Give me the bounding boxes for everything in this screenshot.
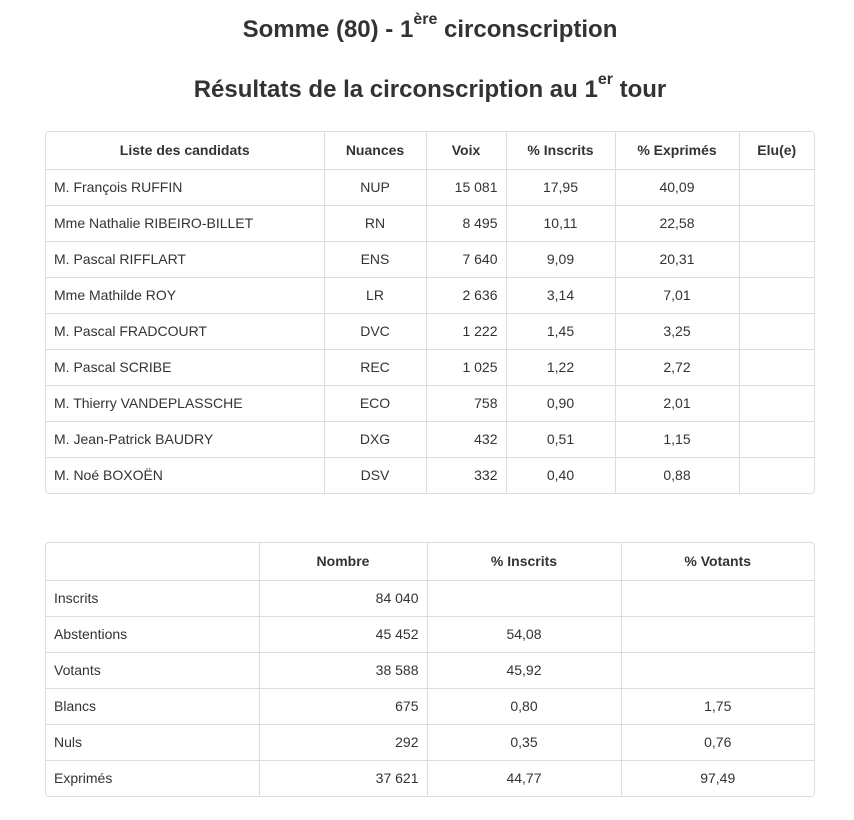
page-title	[0, 11, 854, 46]
table-row	[46, 385, 814, 421]
column-header-pct-votants: % Votants	[621, 543, 814, 580]
candidate-pct-exprimes: 7,01	[615, 277, 739, 313]
column-header-nuances: Nuances	[324, 132, 426, 169]
summary-pct-votants: 97,49	[700, 770, 736, 787]
candidate-nuance: ENS	[324, 241, 426, 277]
summary-pct-inscrits: 45,92	[427, 652, 621, 688]
candidate-voix: 2 636	[426, 277, 506, 313]
summary-table-container	[45, 542, 815, 797]
column-header-elu: Elu(e)	[739, 132, 814, 169]
candidate-pct-inscrits: 17,95	[506, 169, 615, 205]
page-subtitle	[0, 71, 854, 106]
candidates-header-row	[46, 132, 814, 169]
candidate-elu	[739, 277, 814, 313]
column-header-pct-exprimes: % Exprimés	[615, 132, 739, 169]
candidate-voix: 7 640	[426, 241, 506, 277]
candidate-pct-inscrits: 0,51	[506, 421, 615, 457]
summary-label: Nuls	[46, 724, 259, 760]
table-row	[46, 760, 814, 796]
page-title-prefix: Somme (80) - 1	[242, 16, 414, 43]
page-subtitle-superscript: er	[597, 71, 613, 88]
candidate-pct-exprimes: 22,58	[615, 205, 739, 241]
page-subtitle-prefix: Résultats de la circonscription au 1	[193, 76, 598, 103]
table-row	[46, 421, 814, 457]
candidate-voix: 15 081	[426, 169, 506, 205]
candidate-pct-inscrits: 10,11	[506, 205, 615, 241]
table-row	[46, 580, 814, 616]
candidate-nuance: DSV	[324, 457, 426, 493]
summary-pct-votants	[621, 580, 814, 616]
candidate-nuance: RN	[324, 205, 426, 241]
candidate-elu	[739, 169, 814, 205]
candidates-table-container	[45, 131, 815, 494]
candidate-voix: 1 025	[426, 349, 506, 385]
candidate-voix: 1 222	[426, 313, 506, 349]
summary-pct-votants	[621, 616, 814, 652]
candidate-nuance: REC	[324, 349, 426, 385]
candidate-name: M. Jean-Patrick BAUDRY	[46, 421, 324, 457]
candidate-elu	[739, 421, 814, 457]
candidate-name: Mme Mathilde ROY	[46, 277, 324, 313]
candidate-name: Mme Nathalie RIBEIRO-BILLET	[46, 205, 324, 241]
candidate-nuance: DXG	[324, 421, 426, 457]
table-row	[46, 277, 814, 313]
page-subtitle-suffix: tour	[612, 76, 667, 103]
candidate-pct-inscrits: 3,14	[506, 277, 615, 313]
summary-label: Exprimés	[46, 760, 259, 796]
candidate-elu	[739, 205, 814, 241]
candidate-pct-exprimes: 40,09	[615, 169, 739, 205]
candidate-name: M. Pascal SCRIBE	[46, 349, 324, 385]
candidate-elu	[739, 241, 814, 277]
column-header-pct-inscrits: % Inscrits	[427, 543, 621, 580]
candidate-pct-exprimes: 0,88	[615, 457, 739, 493]
summary-pct-votants	[621, 652, 814, 688]
column-header-pct-inscrits: % Inscrits	[506, 132, 615, 169]
table-row	[46, 169, 814, 205]
candidate-nuance: LR	[324, 277, 426, 313]
table-row	[46, 724, 814, 760]
candidate-voix: 432	[426, 421, 506, 457]
table-row	[46, 205, 814, 241]
candidate-pct-exprimes: 20,31	[615, 241, 739, 277]
candidate-elu	[739, 313, 814, 349]
candidate-nuance: ECO	[324, 385, 426, 421]
candidate-voix: 8 495	[426, 205, 506, 241]
summary-pct-inscrits: 0,80	[427, 688, 621, 724]
table-row	[46, 241, 814, 277]
candidates-table	[46, 132, 814, 493]
table-row	[46, 349, 814, 385]
candidate-name: M. Noé BOXOËN	[46, 457, 324, 493]
summary-header-row	[46, 543, 814, 580]
candidate-pct-inscrits: 1,45	[506, 313, 615, 349]
candidate-pct-inscrits: 0,90	[506, 385, 615, 421]
candidate-name: M. Pascal RIFFLART	[46, 241, 324, 277]
candidate-elu	[739, 385, 814, 421]
candidate-pct-exprimes: 2,01	[615, 385, 739, 421]
summary-label: Abstentions	[46, 616, 259, 652]
column-header-label	[46, 543, 259, 580]
table-row	[46, 313, 814, 349]
summary-pct-inscrits: 44,77	[427, 760, 621, 796]
candidate-pct-inscrits: 9,09	[506, 241, 615, 277]
summary-pct-votants: 0,76	[621, 724, 814, 760]
summary-label: Inscrits	[46, 580, 259, 616]
candidate-name: M. François RUFFIN	[46, 169, 324, 205]
summary-label: Blancs	[46, 688, 259, 724]
summary-table	[46, 543, 814, 796]
candidate-pct-exprimes: 2,72	[615, 349, 739, 385]
summary-pct-inscrits: 0,35	[427, 724, 621, 760]
table-row	[46, 457, 814, 493]
candidate-elu	[739, 457, 814, 493]
summary-label: Votants	[46, 652, 259, 688]
candidate-name: M. Thierry VANDEPLASSCHE	[46, 385, 324, 421]
candidate-pct-exprimes: 1,15	[615, 421, 739, 457]
summary-nombre: 38 588	[259, 652, 427, 688]
candidate-voix: 758	[426, 385, 506, 421]
summary-nombre: 292	[259, 724, 427, 760]
table-row	[46, 688, 814, 724]
summary-pct-votants: 1,75	[621, 688, 814, 724]
candidate-pct-exprimes: 3,25	[615, 313, 739, 349]
candidate-name: M. Pascal FRADCOURT	[46, 313, 324, 349]
candidate-elu	[739, 349, 814, 385]
column-header-voix: Voix	[426, 132, 506, 169]
summary-pct-inscrits: 54,08	[427, 616, 621, 652]
summary-nombre: 675	[259, 688, 427, 724]
candidate-voix: 332	[426, 457, 506, 493]
table-row	[46, 652, 814, 688]
page-title-superscript: ère	[413, 11, 438, 28]
candidate-pct-inscrits: 1,22	[506, 349, 615, 385]
page-title-suffix: circonscription	[437, 16, 618, 43]
summary-nombre: 45 452	[259, 616, 427, 652]
column-header-candidates: Liste des candidats	[46, 132, 324, 169]
summary-nombre: 84 040	[259, 580, 427, 616]
column-header-nombre: Nombre	[259, 543, 427, 580]
candidate-nuance: DVC	[324, 313, 426, 349]
candidate-pct-inscrits: 0,40	[506, 457, 615, 493]
table-row	[46, 616, 814, 652]
candidate-nuance: NUP	[324, 169, 426, 205]
summary-nombre: 37 621	[259, 760, 427, 796]
summary-pct-inscrits	[427, 580, 621, 616]
